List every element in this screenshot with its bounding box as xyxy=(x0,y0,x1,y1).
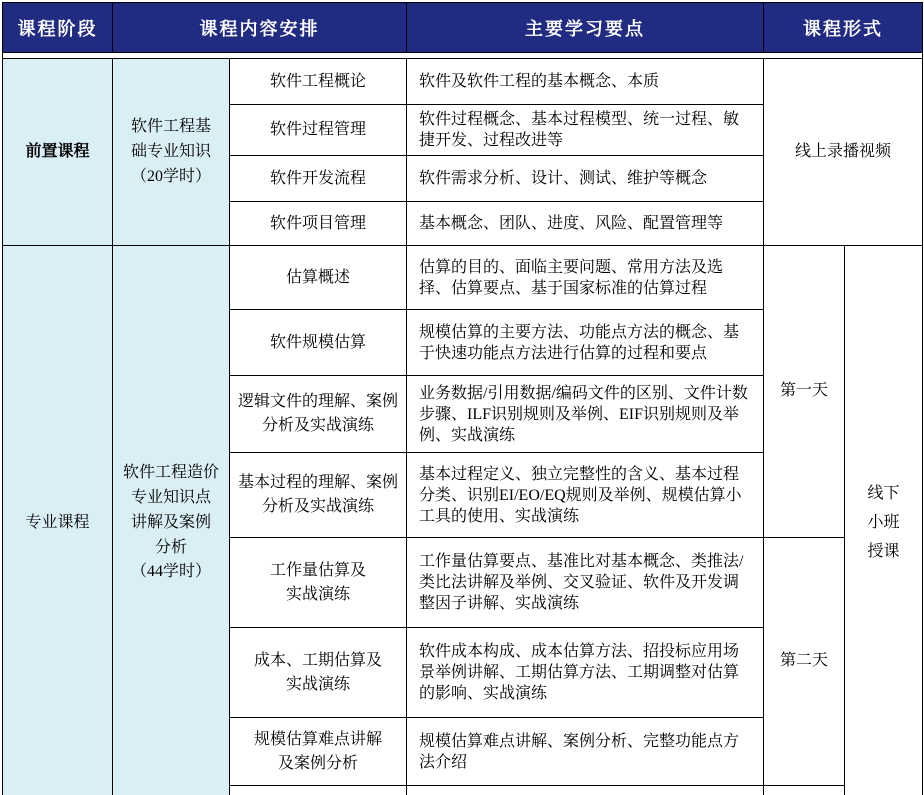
content-cell: 规模估算难点讲解 及案例分析 xyxy=(230,718,407,786)
points-cell: 估算的目的、面临主要问题、常用方法及选择、估算要点、基于国家标准的估算过程 xyxy=(407,246,764,310)
points-cell: 软件过程概念、基本过程模型、统一过程、敏捷开发、过程改进等 xyxy=(407,105,764,156)
module-cell-foundation: 软件工程基 础专业知识 （20学时） xyxy=(113,59,230,246)
header-course-content: 课程内容安排 xyxy=(113,3,407,53)
header-learning-points: 主要学习要点 xyxy=(407,3,764,53)
day-cell-day2: 第二天 xyxy=(764,538,845,786)
form-cell-offline-class: 线下 小班 授课 xyxy=(845,246,923,795)
points-cell: 规模估算的主要方法、功能点方法的概念、基于快速功能点方法进行估算的过程和要点 xyxy=(407,310,764,376)
points-cell: 规模估算难点讲解、案例分析、完整功能点方法介绍 xyxy=(407,718,764,786)
points-cell: 软件需求分析、设计、测试、维护等概念 xyxy=(407,156,764,202)
header-course-stage: 课程阶段 xyxy=(3,3,113,53)
form-cell-online-video: 线上录播视频 xyxy=(764,59,923,246)
content-cell: 软件开发流程 xyxy=(230,156,407,202)
points-cell: 基本概念、团队、进度、风险、配置管理等 xyxy=(407,202,764,246)
module-cell-cost-estimation: 软件工程造价 专业知识点 讲解及案例 分析 （44学时） xyxy=(113,246,230,795)
content-cell: 逻辑文件的理解、案例 分析及实战演练 xyxy=(230,376,407,453)
points-cell: 工作量估算要点、基准比对基本概念、类推法/类比法讲解及举例、交叉验证、软件及开发调整因子讲解、实战演练 xyxy=(407,538,764,628)
header-course-form: 课程形式 xyxy=(764,3,923,53)
points-cell: 基本过程定义、独立完整性的含义、基本过程分类、识别EI/EO/EQ规则及举例、规模估算小工具的使用、实战演练 xyxy=(407,453,764,538)
table-row xyxy=(3,59,923,105)
points-cell-empty xyxy=(407,786,764,795)
stage-cell-preliminary: 前置课程 xyxy=(3,59,113,246)
content-cell: 基本过程的理解、案例 分析及实战演练 xyxy=(230,453,407,538)
course-schedule-table xyxy=(2,2,923,795)
points-cell: 业务数据/引用数据/编码文件的区别、文件计数步骤、ILF识别规则及举例、EIF识别规则及举例、实战演练 xyxy=(407,376,764,453)
day-cell-day1: 第一天 xyxy=(764,246,845,538)
stage-cell-professional: 专业课程 xyxy=(3,246,113,795)
day-cell-empty xyxy=(764,786,845,795)
points-cell: 软件成本构成、成本估算方法、招投标应用场景举例讲解、工期估算方法、工期调整对估算的影响、实战演练 xyxy=(407,628,764,718)
content-cell: 估算概述 xyxy=(230,246,407,310)
content-cell: 软件工程概论 xyxy=(230,59,407,105)
table-row xyxy=(3,246,923,310)
table-header-row xyxy=(3,3,923,53)
content-cell: 软件规模估算 xyxy=(230,310,407,376)
content-cell: 成本、工期估算及 实战演练 xyxy=(230,628,407,718)
content-cell: 软件过程管理 xyxy=(230,105,407,156)
content-cell: 工作量估算及 实战演练 xyxy=(230,538,407,628)
content-cell-empty xyxy=(230,786,407,795)
points-cell: 软件及软件工程的基本概念、本质 xyxy=(407,59,764,105)
content-cell: 软件项目管理 xyxy=(230,202,407,246)
